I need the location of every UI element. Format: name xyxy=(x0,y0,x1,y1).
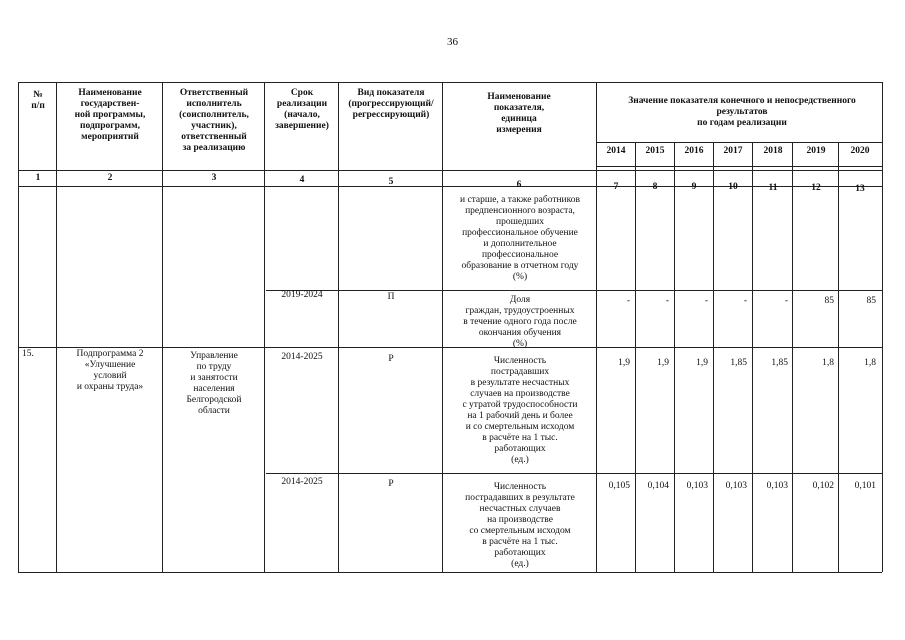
row-b-value-2020: 85 xyxy=(866,296,876,306)
rule-v xyxy=(18,82,19,572)
year-2015: 2015 xyxy=(645,146,665,156)
colnum-3: 3 xyxy=(211,173,217,183)
rule-v xyxy=(442,82,443,572)
rule-v xyxy=(338,82,339,572)
row-a-indicator: и старше, а также работников предпенсионного возраста, прошедших профессиональное обучение и дополнительное профессиональное образование в отчетном году (%) xyxy=(459,195,581,282)
colnum-8: 8 xyxy=(652,182,658,192)
row-d-type: Р xyxy=(388,479,394,489)
row-d-value-2014: 0,105 xyxy=(608,481,630,491)
colnum-2: 2 xyxy=(107,173,113,183)
row-c-value-2016: 1,9 xyxy=(696,358,708,368)
colnum-1: 1 xyxy=(35,173,41,183)
header-type: Вид показателя (прогрессирующий/ регрессирующий) xyxy=(348,88,434,120)
rule-v xyxy=(792,142,793,572)
row-c-executor: Управление по труду и занятости населения Белгородской области xyxy=(186,351,242,416)
row-d-indicator: Численность пострадавших в результате несчастных случаев на производстве со смертельным исходом в расчёте на 1 тыс. работающих (ед.) xyxy=(465,482,575,569)
row-c-num: 15. xyxy=(22,349,34,359)
rule-v xyxy=(674,142,675,572)
row-c-value-2015: 1,9 xyxy=(657,358,669,368)
row-d-value-2019: 0,102 xyxy=(812,481,834,491)
rule-v xyxy=(752,142,753,572)
year-2019: 2019 xyxy=(806,146,826,156)
row-d-value-2016: 0,103 xyxy=(686,481,708,491)
rule-h xyxy=(266,473,882,474)
year-2016: 2016 xyxy=(684,146,704,156)
row-b-indicator: Доля граждан, трудоустроенных в течение одного года после окончания обучения (%) xyxy=(463,295,577,349)
year-2018: 2018 xyxy=(763,146,783,156)
row-d-value-2018: 0,103 xyxy=(766,481,788,491)
rule-h xyxy=(18,82,882,83)
year-2014: 2014 xyxy=(606,146,626,156)
colnum-6: 6 xyxy=(516,180,522,190)
row-d-period: 2014-2025 xyxy=(281,477,323,487)
rule-v xyxy=(713,142,714,572)
rule-v xyxy=(56,82,57,572)
row-c-period: 2014-2025 xyxy=(281,352,323,362)
header-executor: Ответственный исполнитель (соисполнитель, участник), ответственный за реализацию xyxy=(179,88,249,153)
colnum-13: 13 xyxy=(855,184,865,194)
header-period: Срок реализации (начало, завершение) xyxy=(275,88,329,131)
colnum-7: 7 xyxy=(613,182,619,192)
rule-h xyxy=(596,142,882,143)
colnum-5: 5 xyxy=(388,177,394,187)
rule-v xyxy=(162,82,163,572)
rule-v xyxy=(838,142,839,572)
rule-v xyxy=(264,82,265,572)
colnum-9: 9 xyxy=(691,182,697,192)
row-b-value-2018: - xyxy=(784,296,788,306)
row-b-value-2014: - xyxy=(626,296,630,306)
header-num: № п/п xyxy=(31,90,45,111)
colnum-11: 11 xyxy=(768,183,778,193)
row-d-value-2017: 0,103 xyxy=(725,481,747,491)
row-b-type: П xyxy=(387,292,395,302)
year-2020: 2020 xyxy=(850,146,870,156)
row-c-value-2018: 1,85 xyxy=(771,358,788,368)
row-d-value-2015: 0,104 xyxy=(647,481,669,491)
colnum-10: 10 xyxy=(728,182,738,192)
row-b-value-2019: 85 xyxy=(824,296,834,306)
row-c-value-2019: 1,8 xyxy=(822,358,834,368)
row-b-value-2017: - xyxy=(743,296,747,306)
row-c-value-2020: 1,8 xyxy=(864,358,876,368)
row-c-indicator: Численность пострадавших в результате несчастных случаев на производстве с утратой трудоспособности на 1 рабочий день и более и со смертельным исходом в расчёте на 1 тыс. работающих (ед.) xyxy=(462,356,578,465)
row-c-type: Р xyxy=(388,354,394,364)
page-number: 36 xyxy=(447,36,458,48)
row-c-value-2017: 1,85 xyxy=(730,358,747,368)
row-b-value-2016: - xyxy=(704,296,708,306)
rule-v xyxy=(882,82,883,572)
rule-v xyxy=(635,142,636,572)
header-program: Наименование государствен- ной программы, подпрограмм, мероприятий xyxy=(74,88,146,142)
rule-h xyxy=(266,290,882,291)
colnum-4: 4 xyxy=(299,175,305,185)
rule-h xyxy=(596,166,882,167)
row-c-program: Подпрограмма 2 «Улучшение условий и охраны труда» xyxy=(76,349,144,392)
rule-h xyxy=(18,572,882,573)
colnum-12: 12 xyxy=(811,183,821,193)
header-values-group: Значение показателя конечного и непосредственного результатов по годам реализации xyxy=(628,96,856,128)
row-d-value-2020: 0,101 xyxy=(854,481,876,491)
row-b-value-2015: - xyxy=(665,296,669,306)
rule-v xyxy=(596,82,597,572)
header-indicator: Наименование показателя, единица измерения xyxy=(487,92,551,135)
year-2017: 2017 xyxy=(723,146,743,156)
row-c-value-2014: 1,9 xyxy=(618,358,630,368)
row-b-period: 2019-2024 xyxy=(281,290,323,300)
